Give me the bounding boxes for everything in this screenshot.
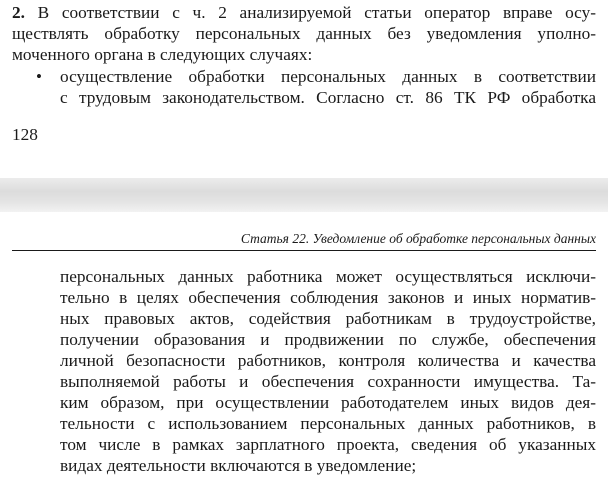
body-line: выполняемой работы и обеспечения сохранности имущества. Та- — [60, 372, 596, 391]
page-bottom — [0, 212, 608, 487]
body-line: тельности с использованием персональных данных работников, в — [60, 414, 596, 433]
header-rule — [12, 250, 596, 251]
bullet-icon: • — [36, 67, 42, 86]
body-line: ким образом, при осуществлении работодателем иных видов дея- — [60, 393, 596, 412]
paragraph-line: моченного органа в следующих случаях: — [12, 45, 313, 64]
body-line: личной безопасности работников, контроля количества и качества — [60, 351, 596, 370]
body-line: ных правовых актов, содействия работникам в трудоустройстве, — [60, 309, 596, 328]
page-gap — [0, 178, 608, 212]
body-line: персональных данных работника может осуществляться исключи- — [60, 267, 596, 286]
page-number: 128 — [12, 125, 38, 144]
page-top — [0, 0, 608, 178]
bullet-text — [60, 66, 596, 108]
paragraph-item-2 — [12, 2, 596, 65]
body-paragraph — [60, 266, 596, 476]
body-line: том числе в рамках зарплатного проекта, сведения об указанных — [60, 435, 596, 454]
body-line: получении образования и продвижении по службе, обеспечения — [60, 330, 596, 349]
paragraph-line: В соответствии с ч. 2 анализируемой статьи оператор вправе осу- — [37, 3, 596, 22]
body-line: видах деятельности включаются в уведомление; — [60, 456, 417, 475]
running-head: Статья 22. Уведомление об обработке персональных данных — [240, 231, 596, 246]
bullet-line: осуществление обработки персональных данных в соответствии — [60, 67, 596, 86]
body-line: тельно в целях обеспечения соблюдения законов и иных норматив- — [60, 288, 596, 307]
item-number: 2. — [12, 3, 25, 22]
bullet-line: с трудовым законодательством. Согласно ст. 86 ТК РФ обработка — [60, 88, 596, 107]
paragraph-line: ществлять обработку персональных данных без уведомления уполно- — [12, 24, 596, 43]
